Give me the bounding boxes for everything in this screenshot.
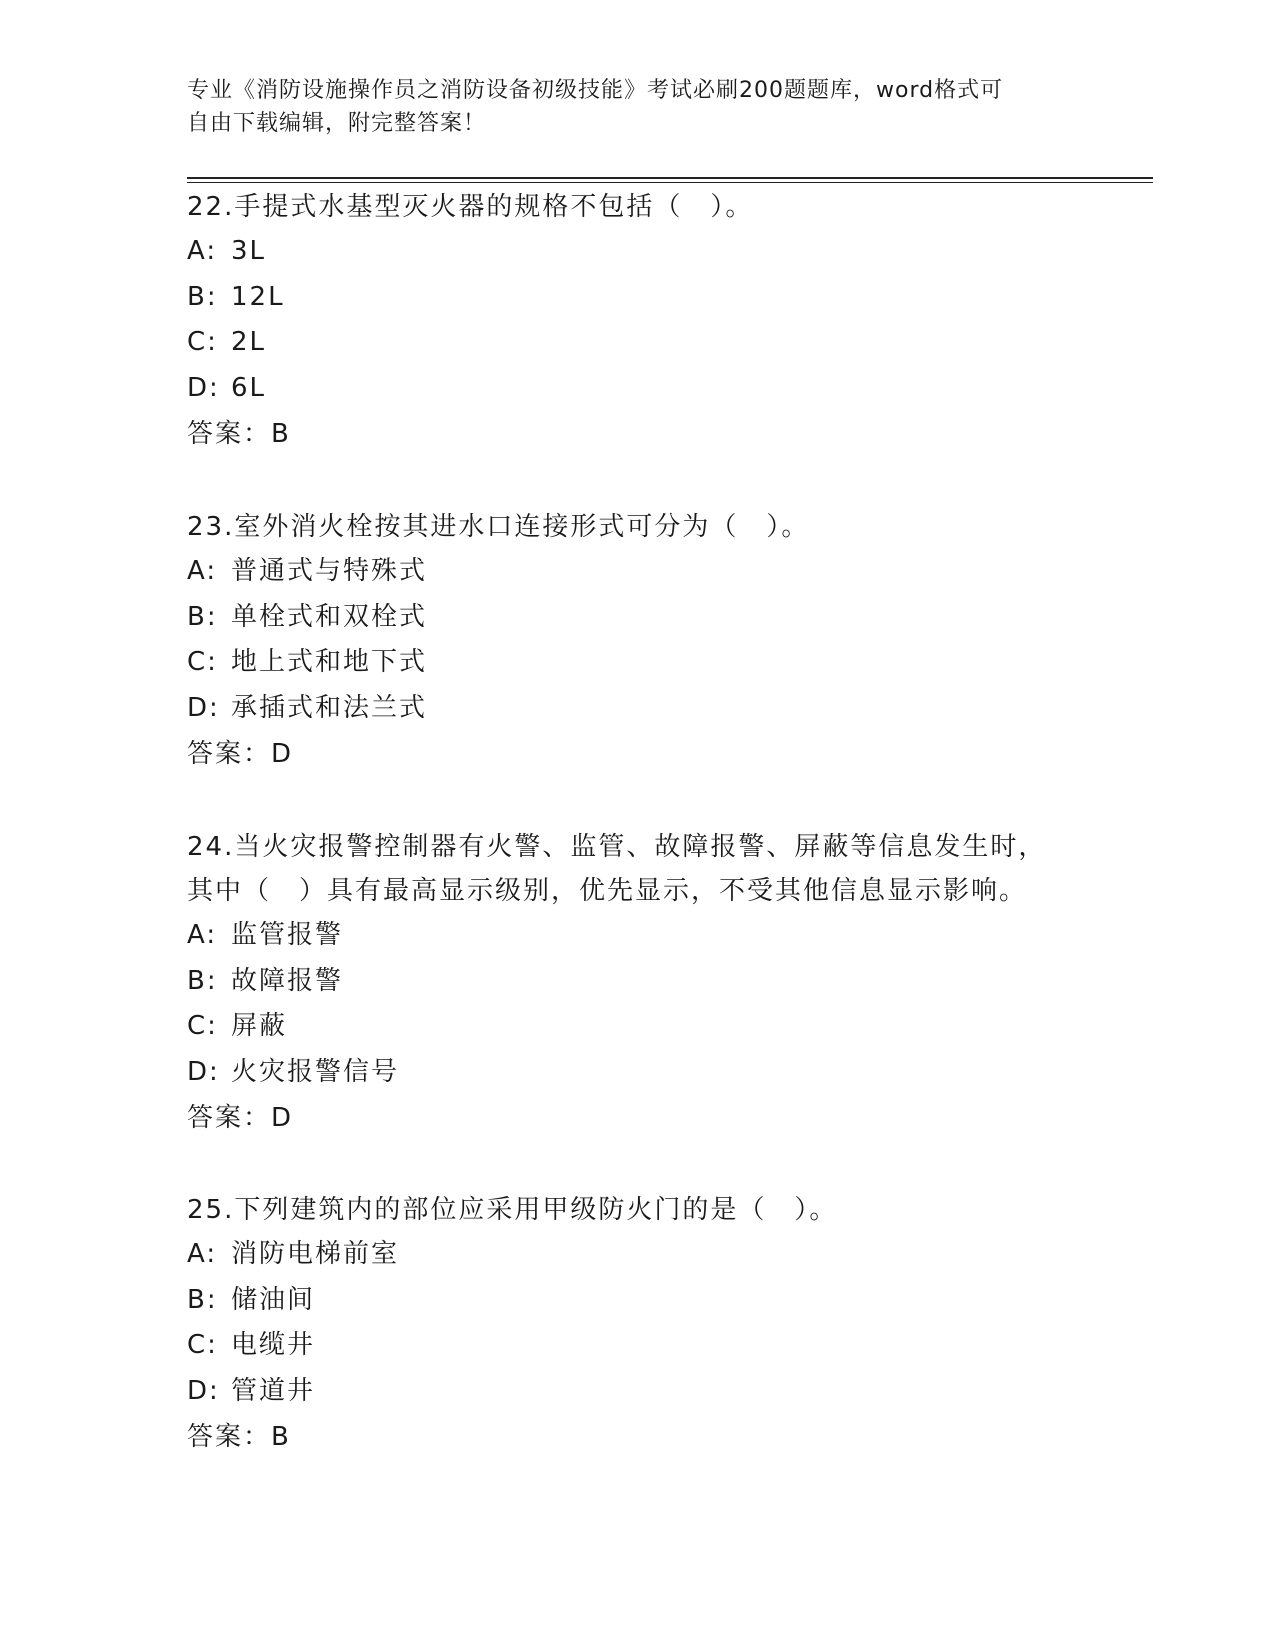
header-divider-thick [187, 177, 1153, 179]
option-a [187, 229, 1087, 275]
question-stem: 25.下列建筑内的部位应采用甲级防火门的是（ ）。 [187, 1195, 838, 1225]
question-23 [187, 505, 1087, 777]
option-text: 6L [231, 372, 267, 403]
option-label: D: [187, 1375, 220, 1406]
option-label: C: [187, 647, 218, 677]
option-text: 管道井 [231, 1375, 316, 1406]
question-stem: 23.室外消火栓按其进水口连接形式可分为（ ）。 [187, 512, 810, 542]
document-header [187, 74, 1067, 140]
option-label: A: [187, 920, 218, 950]
option-label: B: [187, 965, 218, 996]
option-label: C: [187, 327, 218, 357]
option-text: 电缆井 [231, 1330, 316, 1360]
question-25 [187, 1188, 1087, 1460]
option-label: D: [187, 1056, 220, 1087]
header-line-1: 专业《消防设施操作员之消防设备初级技能》考试必刷200题题库，word格式可 [187, 78, 1004, 103]
option-label: D: [187, 372, 220, 403]
question-24 [187, 825, 1087, 1141]
option-text: 单栓式和双栓式 [231, 601, 428, 632]
option-text: 故障报警 [231, 965, 344, 996]
option-b [187, 959, 1087, 1005]
option-d [187, 1050, 1087, 1096]
option-a [187, 1232, 1087, 1278]
option-label: A: [187, 236, 218, 266]
option-b [187, 595, 1087, 641]
option-text: 储油间 [231, 1284, 316, 1315]
option-text: 普通式与特殊式 [231, 556, 428, 586]
answer-line: 答案：D [187, 739, 294, 769]
option-text: 监管报警 [231, 920, 344, 950]
option-text: 2L [231, 327, 267, 357]
option-c [187, 640, 1087, 686]
option-text: 承插式和法兰式 [231, 692, 428, 723]
answer-line: 答案：B [187, 1422, 291, 1452]
question-stem-line-2: 其中（ ）具有最高显示级别，优先显示，不受其他信息显示影响。 [187, 876, 1028, 906]
option-label: B: [187, 1284, 218, 1315]
option-label: C: [187, 1330, 218, 1360]
option-d [187, 686, 1087, 732]
option-c [187, 320, 1087, 366]
question-stem: 22.手提式水基型灭火器的规格不包括（ ）。 [187, 192, 754, 222]
option-d [187, 366, 1087, 412]
option-text: 火灾报警信号 [231, 1056, 400, 1087]
header-line-2: 自由下载编辑，附完整答案！ [187, 111, 487, 136]
option-label: A: [187, 556, 218, 586]
option-label: D: [187, 692, 220, 723]
option-text: 屏蔽 [231, 1011, 288, 1041]
answer-line: 答案：B [187, 419, 291, 449]
option-text: 地上式和地下式 [231, 647, 428, 677]
option-c [187, 1323, 1087, 1369]
option-label: B: [187, 601, 218, 632]
option-label: C: [187, 1011, 218, 1041]
option-text: 12L [231, 281, 285, 312]
option-text: 消防电梯前室 [231, 1239, 400, 1269]
answer-line: 答案：D [187, 1103, 294, 1133]
option-label: A: [187, 1239, 218, 1269]
option-b [187, 275, 1087, 321]
option-c [187, 1004, 1087, 1050]
option-text: 3L [231, 236, 267, 266]
option-b [187, 1278, 1087, 1324]
option-d [187, 1369, 1087, 1415]
question-22 [187, 185, 1087, 457]
option-a [187, 913, 1087, 959]
option-label: B: [187, 281, 218, 312]
header-divider-thin [187, 182, 1153, 183]
question-stem-line-1: 24.当火灾报警控制器有火警、监管、故障报警、屏蔽等信息发生时， [187, 832, 1047, 862]
option-a [187, 549, 1087, 595]
